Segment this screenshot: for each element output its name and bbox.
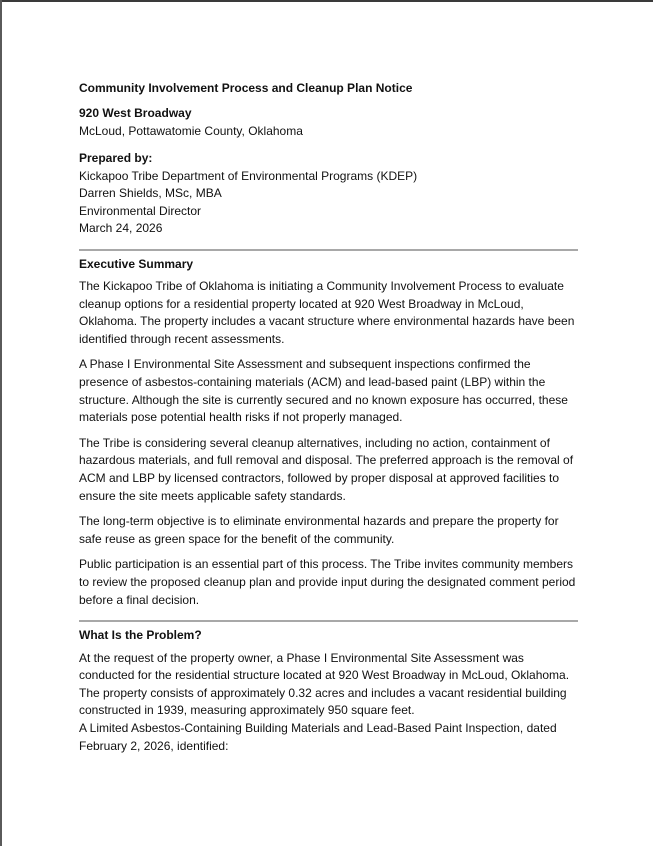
executive-summary-section bbox=[79, 256, 579, 610]
prepared-by-date: March 24, 2026 bbox=[79, 221, 163, 235]
address-city: McLoud, Pottawatomie County, Oklahoma bbox=[79, 123, 303, 138]
section-divider bbox=[79, 249, 578, 251]
executive-summary-paragraph: The Kickapoo Tribe of Oklahoma is initiating a Community Involvement Process to evaluate cleanup options for a residential property located at 920 West Broadway in McLoud, Oklahoma. The property includes a vacant structure where environmental hazards have been identified through recent assessments. bbox=[79, 279, 575, 346]
section-divider bbox=[79, 620, 578, 622]
prepared-by-label: Prepared by: bbox=[79, 151, 153, 165]
document-page bbox=[79, 80, 579, 755]
prepared-by-organization: Kickapoo Tribe Department of Environmental Programs (KDEP) bbox=[79, 168, 418, 183]
executive-summary-paragraph: The Tribe is considering several cleanup alternatives, including no action, containment of hazardous materials, and full removal and disposal. The preferred approach is the removal of ACM and LBP by licensed contractors, followed by proper disposal at approved facilities to ensure the site meets applicable safety standards. bbox=[79, 435, 574, 503]
executive-summary-paragraph: Public participation is an essential part of this process. The Tribe invites community members to review the proposed cleanup plan and provide input during the designated comment period before a final decision. bbox=[79, 557, 576, 607]
problem-paragraph: A Limited Asbestos-Containing Building Materials and Lead-Based Paint Inspection, dated February 2, 2026, identified: bbox=[79, 720, 557, 753]
address-street: 920 West Broadway bbox=[79, 106, 192, 120]
page-frame-top-edge bbox=[0, 0, 653, 2]
problem-paragraph: At the request of the property owner, a Phase I Environmental Site Assessment was conducted for the residential structure located at 920 West Broadway in McLoud, Oklahoma. The property consists of approximately 0.32 acres and includes a vacant residential building constructed in 1939, measuring approximately 950 square feet. bbox=[79, 650, 570, 718]
section-heading-executive-summary: Executive Summary bbox=[79, 256, 194, 271]
section-heading-problem: What Is the Problem? bbox=[79, 628, 202, 643]
document-title: Community Involvement Process and Cleanup Plan Notice bbox=[79, 81, 413, 95]
page-frame-left-edge bbox=[0, 0, 2, 846]
executive-summary-paragraph: A Phase I Environmental Site Assessment and subsequent inspections confirmed the presence of asbestos-containing materials (ACM) and lead-based paint (LBP) within the structure. Although the site is currently secured and no known exposure has occurred, these materials pose potential health risks if not properly managed. bbox=[79, 357, 568, 425]
prepared-by-role: Environmental Director bbox=[79, 203, 202, 218]
address-block bbox=[79, 105, 579, 140]
prepared-by-block bbox=[79, 150, 579, 238]
problem-section bbox=[79, 627, 579, 755]
prepared-by-name: Darren Shields, MSc, MBA bbox=[79, 186, 222, 200]
executive-summary-paragraph: The long-term objective is to eliminate environmental hazards and prepare the property for safe reuse as green space for the benefit of the community. bbox=[79, 514, 559, 546]
